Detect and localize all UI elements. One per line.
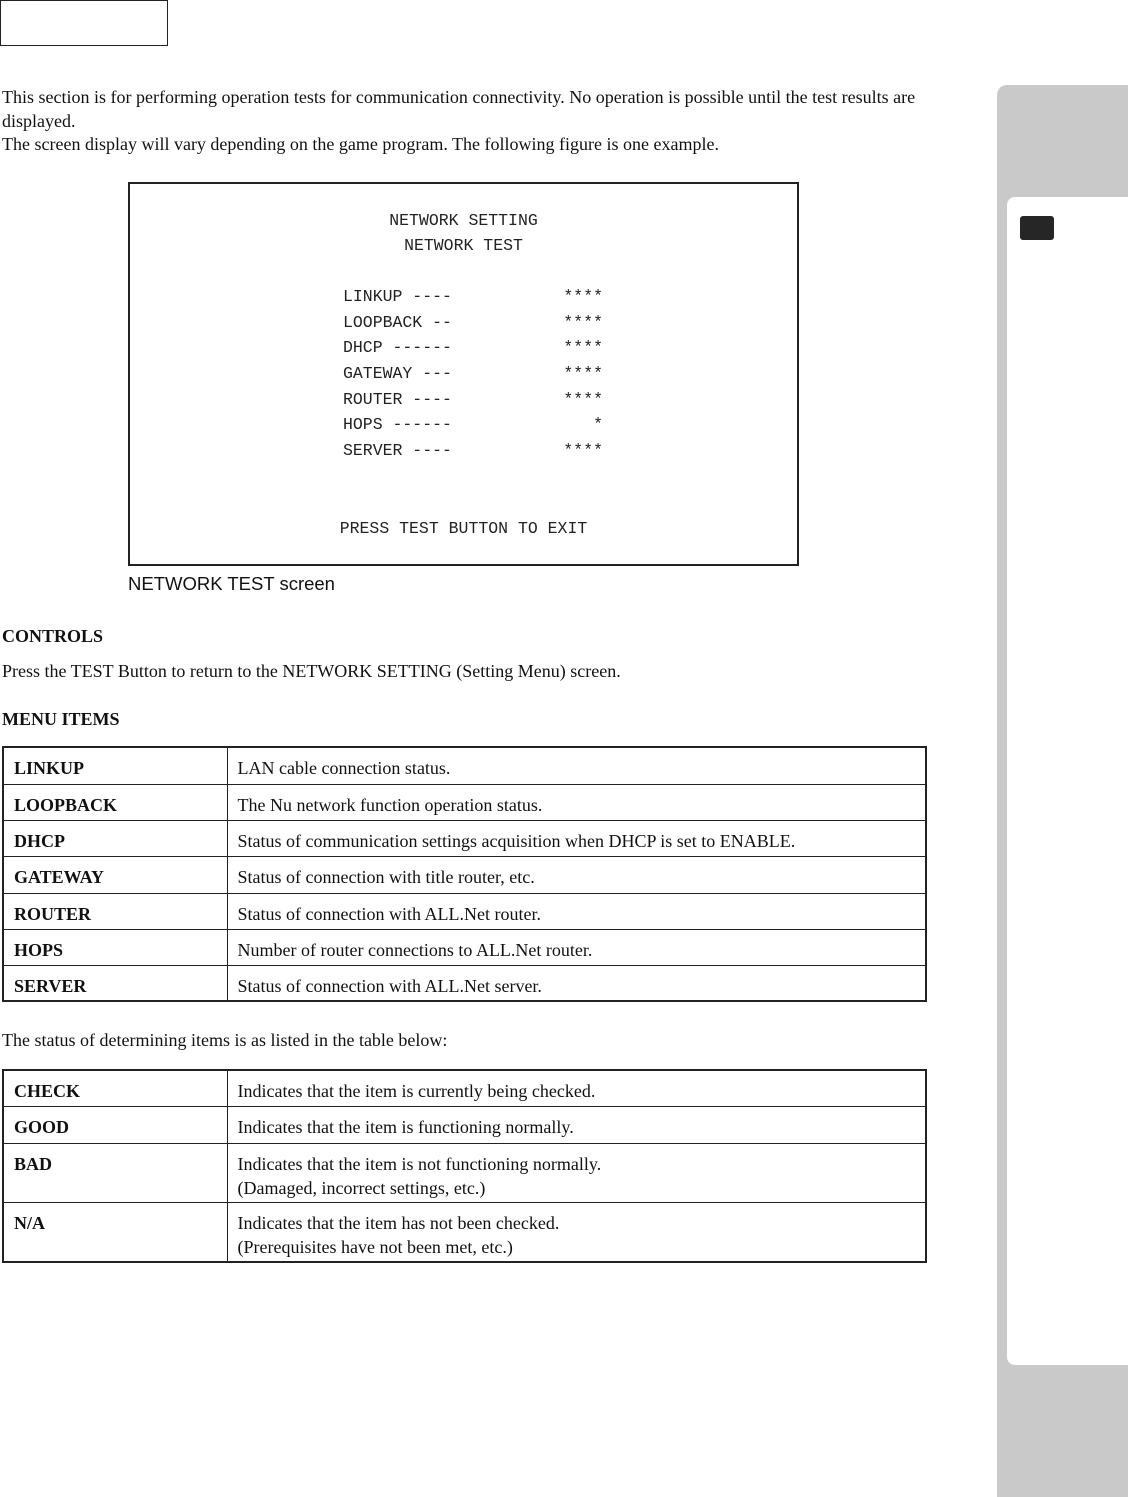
desc-line-2: (Damaged, incorrect settings, etc.) [237, 1177, 486, 1198]
table-desc: Status of connection with ALL.Net router. [227, 893, 926, 929]
table-desc: Status of connection with title router, etc. [227, 856, 926, 893]
table-row [3, 1070, 926, 1106]
screen-row [343, 287, 603, 311]
header-box [0, 0, 168, 46]
table-key: LOOPBACK [3, 784, 227, 820]
chapter-tab-marker [1020, 216, 1054, 240]
table-key: GATEWAY [3, 856, 227, 893]
desc-line: Indicates that the item is currently being checked. [237, 1081, 596, 1101]
screen-row-label: LOOPBACK -- [343, 313, 452, 332]
table-key: SERVER [3, 965, 227, 1001]
screen-row-value: **** [563, 313, 603, 332]
screen-row-label: GATEWAY --- [343, 364, 452, 383]
desc-line: Indicates that the item is not functioning normally. [237, 1153, 602, 1174]
chapter-sidebar-panel [1007, 197, 1128, 1365]
screen-row [343, 441, 603, 465]
screen-exit-text: PRESS TEST BUTTON TO EXIT [339, 519, 588, 538]
screen-row-label: HOPS ------ [343, 415, 452, 434]
screen-row-value: **** [563, 390, 603, 409]
table-desc [227, 1070, 926, 1106]
table-desc: Status of communication settings acquisition when DHCP is set to ENABLE. [227, 820, 926, 856]
desc-line-2: (Prerequisites have not been met, etc.) [237, 1236, 513, 1257]
figure-caption: NETWORK TEST screen [128, 573, 335, 594]
network-test-screen [128, 182, 799, 566]
screen-title-2: NETWORK TEST [404, 236, 523, 255]
intro-text [2, 86, 932, 157]
status-table [2, 1069, 927, 1263]
screen-row-value: **** [563, 287, 603, 306]
controls-text: Press the TEST Button to return to the NETWORK SETTING (Setting Menu) screen. [2, 661, 621, 681]
menu-items-heading: MENU ITEMS [2, 709, 120, 729]
table-row [3, 784, 926, 820]
table-desc [227, 1202, 926, 1262]
table-desc: Number of router connections to ALL.Net router. [227, 929, 926, 965]
screen-row [343, 364, 603, 388]
table-row [3, 747, 926, 784]
screen-row [343, 390, 603, 414]
table-key: ROUTER [3, 893, 227, 929]
table-row [3, 1202, 926, 1262]
screen-row [343, 338, 603, 362]
table-row [3, 1143, 926, 1202]
table-desc [227, 1143, 926, 1202]
table-desc: Status of connection with ALL.Net server. [227, 965, 926, 1001]
screen-row-value: * [593, 415, 603, 434]
screen-row-value: **** [563, 441, 603, 460]
table-key: CHECK [3, 1070, 227, 1106]
screen-row-label: SERVER ---- [343, 441, 452, 460]
table-key: HOPS [3, 929, 227, 965]
table-key: DHCP [3, 820, 227, 856]
table-desc: The Nu network function operation status. [227, 784, 926, 820]
table-row [3, 929, 926, 965]
menu-items-table [2, 746, 927, 1002]
table-row [3, 856, 926, 893]
table-key: N/A [3, 1202, 227, 1262]
screen-title-1: NETWORK SETTING [389, 211, 538, 230]
screen-row-value: **** [563, 364, 603, 383]
desc-line: Indicates that the item has not been checked. [237, 1212, 560, 1233]
desc-line: Indicates that the item is functioning normally. [237, 1116, 574, 1137]
screen-row [343, 313, 603, 337]
status-intro: The status of determining items is as listed in the table below: [2, 1030, 448, 1050]
screen-row-value: **** [563, 338, 603, 357]
table-key: LINKUP [3, 747, 227, 784]
intro-line-1: This section is for performing operation tests for communication connectivity. No operation is possible until the test results are displayed. [2, 87, 916, 131]
table-row [3, 965, 926, 1001]
table-desc: LAN cable connection status. [227, 747, 926, 784]
intro-line-2: The screen display will vary depending on the game program. The following figure is one example. [2, 134, 719, 154]
table-key: GOOD [3, 1106, 227, 1143]
controls-heading: CONTROLS [2, 626, 104, 646]
screen-row-label: ROUTER ---- [343, 390, 452, 409]
screen-row [343, 415, 603, 439]
table-row [3, 1106, 926, 1143]
table-row [3, 893, 926, 929]
table-row [3, 820, 926, 856]
table-desc [227, 1106, 926, 1143]
screen-row-label: LINKUP ---- [343, 287, 452, 306]
table-key: BAD [3, 1143, 227, 1202]
screen-row-label: DHCP ------ [343, 338, 452, 357]
